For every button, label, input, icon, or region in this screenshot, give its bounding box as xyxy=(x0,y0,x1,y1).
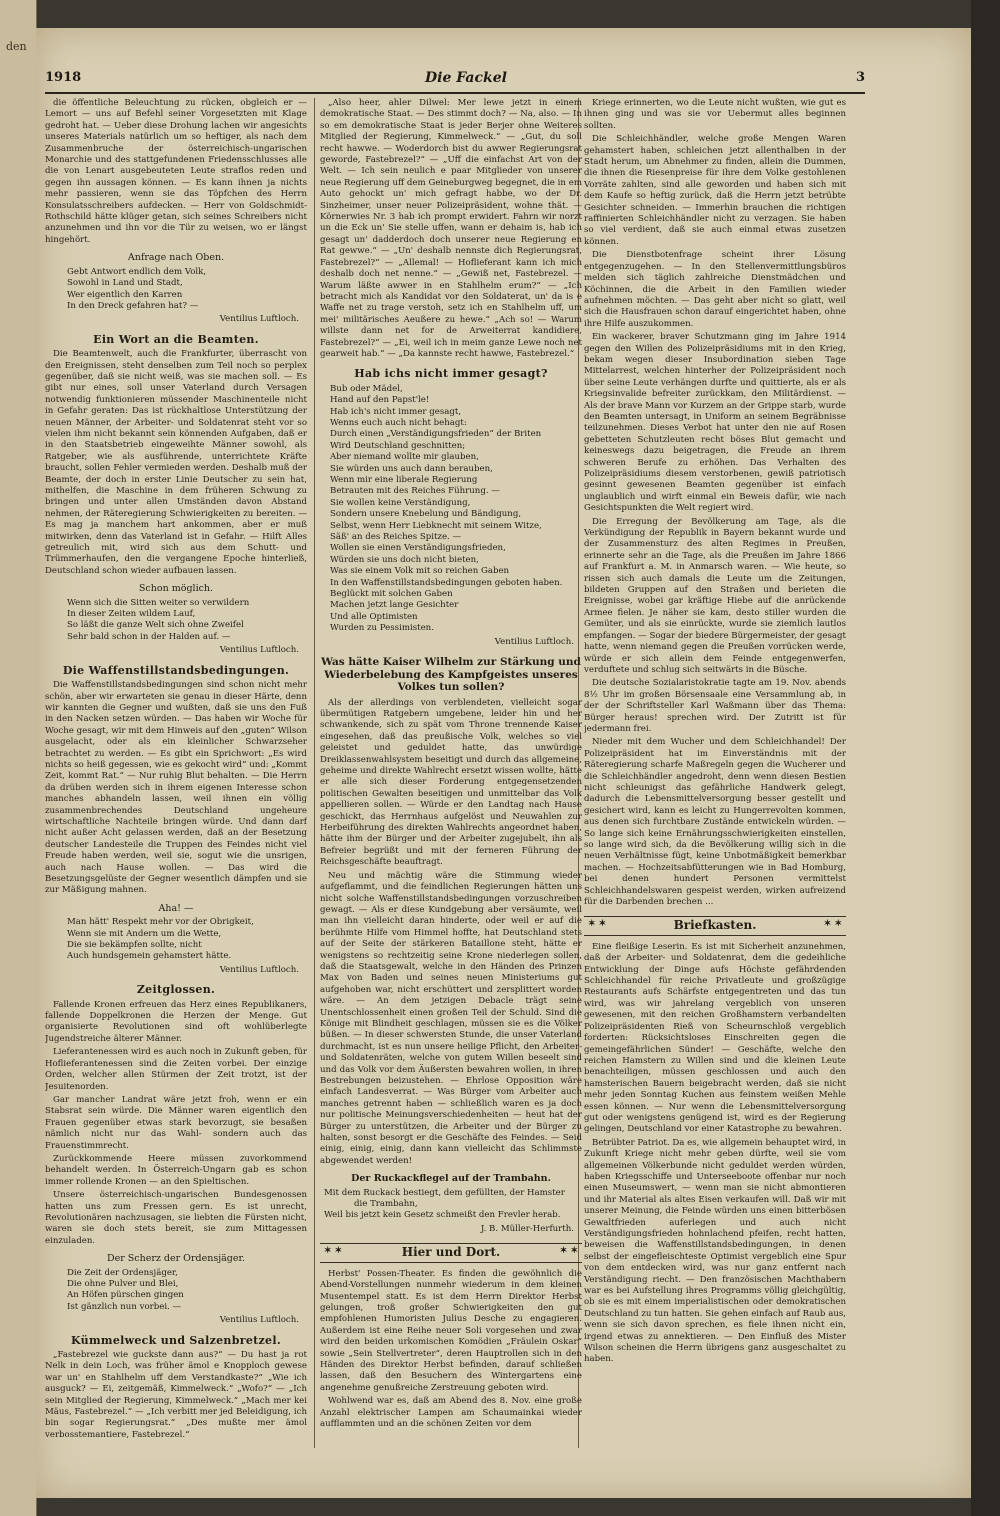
poem-signature: J. B. Müller-Herfurth. xyxy=(480,1223,574,1234)
poem-line: Die ohne Pulver und Blei, xyxy=(67,1279,179,1289)
star-ornament-icon: ✶ ✶ xyxy=(324,1246,343,1257)
poem-line: Wird Deutschland geschnitten; xyxy=(330,440,466,451)
poem-line: Wenns euch auch nicht behagt: xyxy=(330,417,467,428)
article-text: Fallende Kronen erfreuen das Herz eines Republikaners, fallende Doppelkronen die Herzen der Menge. Gut organisierte Revolutionen sind oft wohlüberlegte Jugendstreiche älterer Männer. xyxy=(45,999,307,1044)
adjacent-page-strip xyxy=(0,0,37,1516)
header-rule xyxy=(45,92,865,94)
poem-title: Der Ruckackflegel auf der Trambahn. xyxy=(351,1173,551,1185)
poem xyxy=(45,598,307,644)
poem-line: Betrauten mit des Reiches Führung. — xyxy=(330,486,500,497)
poem-line: Gebt Antwort endlich dem Volk, xyxy=(67,266,207,277)
poem-title: Der Scherz der Ordensjäger. xyxy=(106,1253,246,1265)
poem-line: Sondern unsere Knebelung und Bändigung, xyxy=(330,509,522,520)
header-year: 1918 xyxy=(45,70,82,85)
poem-line: Aber niemand wollte mir glauben, xyxy=(330,452,479,463)
column-divider xyxy=(314,98,315,1448)
column-middle xyxy=(320,98,582,1448)
poem-line: In dieser Zeiten wildem Lauf, xyxy=(67,609,196,620)
article-text: Nieder mit dem Wucher und dem Schleichhandel! Der Polizeipräsident hat im Einverständnis mit der Räteregierung scharfe Maßregeln gegen die Wucherer und die Schleichhändler angedroht, denn wenn diesen Bestien nicht schleunigst das gefährliche Handwerk gelegt, dadurch die Lebensmittelversorgung besser gestellt und gesichert wird, kann es leicht zu Hungerrevolten kommen, aus denen sich furchtbare Zustände entwickeln würden. — So lange sich keine Ernährungsschwierigkeiten einstellen, so lange wird sich, da die Bevölkerung willig sich in die neuen Verhältnisse fügt, keine Unbotmäßigkeit bemerkbar machen. — Hochzeitsabfütterungen wie in Bad Homburg, bei denen hundert Personen vermittelst Schleichhandelswaren gespeist werden, wirken aufreizend für die Darbenden brechen ... xyxy=(584,737,846,908)
poem-signature: Ventilius Luftloch. xyxy=(219,314,299,325)
article-text: Die Waffenstillstandsbedingungen sind schon nicht mehr schön, aber wir erwarteten sie genau in dieser Härte, denn wir kannten die Gegner und wußten, daß sie uns den Fuß in den Nacken setzen würden. — Das haben wir Woche für Woche gesagt, wir mit dem Hinweis auf den „guten“ Wilson ausgelacht, oder als ein kleinlicher Schwarzseher betrachtet zu werden. — Es gibt ein Sprichwort: „Es wird nichts so heiß gegessen, wie es gekocht wird“ und: „Kommt Zeit, kommt Rat.“ — Nur ruhig Blut behalten. — Die Herrn da drüben werden sich in ihrem eigenen Interesse schon manches abhandeln lassen, weil ihnen ein völlig zusammenbrechendes Deutschland ungeheure wirtschaftliche Nachteile bringen würde. Und dann darf nicht außer Acht gelassen werden, daß an der Besetzung deutscher Landesteile die Truppen des Feindes nicht viel Freude haben werden, weil sie, sogut wie die unsrigen, auch nach Hause wollen. — Das wird die Besetzungsgelüste der Gegner wesentlich dämpfen und sie zur Mäßigung mahnen. xyxy=(45,680,307,896)
article-text: Betrübter Patriot. Da es, wie allgemein behauptet wird, in Zukunft Kriege nicht mehr geben dürfte, weil sie vom allgemeinen Völkerbunde nicht geduldet werden würden, haben Kriegsschiffe und Unterseeboote offenbar nur noch einen Museumswert, — wenn man sie nicht abmontieren und ihr Material als altes Eisen verkaufen will. Daß wir mit unserer Meinung, die Feinde würden uns einen bitterbösen Gewaltfrieden auferlegen und auch nicht Verständigungsfrieden hohnlachend pfeifen, recht hatten, beweisen die Waffenstillstandsbedingungen, in denen selbst der eingefleischteste Optimist vergeblich eine Spur von dem entdecken wird, was nur ganz entfernt nach Verständigung riecht. — Den französischen Machthabern war es bei Aufstellung ihres Programms völlig gleichgültig, ob sie es mit einem imperialistischen oder demokratischen Deutschland zu tun hatten. Sie gehen einfach auf Raub aus, wenn sie sich davon sprechen, es fiele ihnen nicht ein, irgend etwas zu annektieren. — Den Einfluß des Mister Wilson scheinen die Herrn übrigens ganz ausgeschaltet zu haben. xyxy=(584,1137,846,1365)
poem xyxy=(320,1188,582,1222)
star-ornament-icon: ✶ ✶ xyxy=(559,1246,578,1257)
adjacent-page-text: den xyxy=(6,40,27,53)
article-text: Wohlwend war es, daß am Abend des 8. Nov. eine große Anzahl elektrischer Lampen am Schaumainkai wieder aufflammten und an die schönen Zeiten vor dem xyxy=(320,1396,582,1429)
article-text: Herbst' Possen-Theater. Es finden die gewöhnlich die Abend-Vorstellungen nunmehr wiederum in dem kleinen Musentempel statt. Es ist dem Herrn Direktor Herbst gelungen, troß großer Schwierigkeiten den gut empfohlenen Humoristen Julius Desche zu engagieren. Außerdem ist eine Reihe neuer Soli vorgesehen und zwar wird den beiden urkomischen Komödien „Fräulein Oskar“ sowie „Sein Stellvertreter“, deren Hauptrollen sich in den Händen des Direktor Herbst befinden, darauf schließen lassen, daß den Besuchern des Wintergartens eine angenehme genußreiche Zerstreuung geboten wird. xyxy=(320,1268,582,1393)
poem-line: Würden sie uns doch nicht bieten, xyxy=(330,554,479,565)
binding-edge xyxy=(971,0,1000,1516)
section-heading: Hier und Dort. xyxy=(401,1245,501,1260)
poem xyxy=(45,1268,307,1314)
section-heading-box xyxy=(584,916,846,935)
poem xyxy=(320,384,582,635)
article-text: Unsere österreichisch-ungarischen Bundesgenossen hatten uns zum Fressen gern. Es ist unrecht, Revolutionären nachzusagen, sie liebten die Fürsten nicht, waren sie doch stets bereit, sie zum Mittagessen einzuladen. xyxy=(45,1190,307,1246)
page-header xyxy=(45,70,865,92)
section-heading: Zeitglossen. xyxy=(136,983,216,997)
poem-line: An Höfen pürschen gingen xyxy=(67,1290,184,1301)
poem-line: Ist gänzlich nun vorbei. — xyxy=(67,1301,182,1312)
poem-title: Hab ichs nicht immer gesagt? xyxy=(354,367,548,381)
poem-line: Hand auf den Papst'le! xyxy=(330,395,430,406)
poem-line: Sehr bald schon in der Halden auf. — xyxy=(67,631,231,642)
poem-line: Durch einen „Verständigungsfrieden“ der Briten xyxy=(330,429,542,440)
poem-line: Sie würden uns auch dann berauben, xyxy=(330,463,493,474)
column-left xyxy=(45,98,307,1448)
article-text: Die Dienstbotenfrage scheint ihrer Lösung entgegenzugehen. — In den Stellenvermittlungsbüros melden sich täglich zahlreiche Dienstmädchen und Köchinnen, die die Arbeit in den Familien wieder aufnehmen möchten. — Das geht aber nicht so glatt, weil sich die Hausfrauen schon darauf eingerichtet haben, ohne ihre Hilfe auszukommen. xyxy=(584,250,846,329)
article-text: die öffentliche Beleuchtung zu rücken, obgleich er — Lemort — uns auf Befehl seiner Vorgesetzten mit Klage gedroht hat. — Ueber diese Drohung lachen wir angesichts unseres Materials natürlich um so heftiger, als nach dem Zusammenbruche der österreichisch-ungarischen Monarchie und des stattgefundenen Friedensschlusses alle die von Lenart ausgebeuteten Leute straflos reden und gegen ihn aussagen können. — Es kann ihnen ja nichts mehr passieren, wenn sie das Töpfchen des Herrn Konsulatsschreibers aufdecken. — Herr von Goldschmidt-Rothschild hätte klüger getan, sich seines Schreibers nicht anzunehmen und ihn vor die Tür zu weisen, wo er längst hingehört. xyxy=(45,98,307,245)
poem-line: Wenn mir eine liberale Regierung xyxy=(330,475,478,485)
section-heading: Was hätte Kaiser Wilhelm zur Stärkung und Wiederbelebung des Kampfgeistes unseres Volkes tun sollen? xyxy=(321,656,581,694)
column-right xyxy=(584,98,846,1448)
article-text: Die Erregung der Bevölkerung am Tage, als die Verkündigung der Republik in Bayern bekannt wurde und der Zusammensturz des alten Regimes in Preußen, erinnerte sehr an die Tage, als die Preußen im Jahre 1866 auf Frankfurt a. M. in Anmarsch waren. — Wie heute, so rissen sich auch damals die Leute um die Zeitungen, bildeten Gruppen auf den Straßen und berieten die Ereignisse, wobei gar kräftige Hiebe auf die anrückende Armee fielen. Je näher sie kam, desto stiller wurden die Gemüter, und als sie einrückte, wurde sie ziemlich lautlos empfangen. — Sogar der biedere Bürgermeister, der gesagt hatte, wenn niemand gegen die Preußen vorrücken werde, würde er sich allein dem Feinde entgegenwerfen, verduftete und schlug sich seitwärts in die Büsche. xyxy=(584,516,846,675)
poem-line: Wollen sie einen Verständigungsfrieden, xyxy=(330,543,506,554)
poem-line: Sowohl in Land und Stadt, xyxy=(67,278,183,289)
article-text: „Also heer, ahler Dilwel: Mer lewe jetzt in einem demokratische Staat. — Des stimmt doch? — Na, also. — In so em demokratische Staat is jeder Berjer ohne Weiteres Mitglied der Regierung, Kimmelweck.“ — „Gut, du soll recht hawwe. — Woderdorch bist du awwer Regierungsrat geworde, Fastebrezel?“ — „Uff die einfachst Art von der Welt. — Ich sein neulich e paar Mitglieder von unserer neue Regierung uff dem Geineburgweg begegnet, die in em Auto gehockt un' mich gefragt habbe, wo der Dr. Sinzheimer, unser neuer Polizeipräsident, wohne thät. — Körnerwies Nr. 3 hab ich prompt erwidert. Fahrn wir norzt un die Eck un' Sie stelle uffen, wann er dehaim is, hab ich gesagt un' dadderdoch doch unserer neue Regierung en Rat gewwe.“ — „Un' deshalb nennste dich Regierungsrat, Fastebrezel?“ — „Allemal! — Hoflieferant kann ich mich deshalb doch net nenne.“ — „Gewiß net, Fastebrezel. — Warum läßte awwer in en Stahlhelm erum?“ — „Ich betracht mich als Kandidat vor den Soldaterat, un' da is e Waffe net zu trage verstoh, setz ich en Stahlhelm uff, um mei' militärisches Aeußere zu hewe.“ „Ach so! — Warum willste dann net for de Arweiterrat kandidiere, Fastebrezel?“ — „Ei, weil ich in meim ganze Lewe noch net gearweit hab.“ — „Da kannste recht hawwe, Fastebrezel.“ xyxy=(320,98,582,359)
section-heading: Kümmelweck und Salzenbretzel. xyxy=(71,1333,281,1347)
article-text: Ein wackerer, braver Schutzmann ging im Jahre 1914 gegen den Willen des Polizeipräsidiums mit in den Krieg, bekam wegen dieser Insubordination sieben Tage Mittelarrest, welchen hinterher der Polizeipräsident noch über seine Leute verhängen durfte und quittierte, als er als Kriegsinvalide befreiter zurückkam, den Militärdienst. — Als der brave Mann vor Kurzem an der Grippe starb, wurde den Beamten untersagt, in Uniform an seinem Begräbnisse teilzunehmen. Dieses Verbot hat unter den nie auf Rosen gebetteten Schutzleuten recht böses Blut gemacht und keineswegs dazu beigetragen, die Freude an ihrem schweren Berufe zu erhöhen. Das Verhalten des Polizeipräsidiums diesem verstorbenen, gewiß patriotisch gesinnt gewesenen Beamten gegenüber ist einfach unglaublich und wirft einmal ein Beweis dafür, wie nach Gesichtspunkten die Welt regiert wird. xyxy=(584,332,846,514)
article-text: Die Beamtenwelt, auch die Frankfurter, überrascht von den Ereignissen, steht denselben zum Teil noch so perplex gegenüber, daß sie nicht weiß, was sie machen soll. — Es gibt nur eines, soll unser Vaterland durch Versagen notwendig funktionieren müssender Maschinenteile nicht in Gefahr geraten: Das ist rückhaltlose Unterstützung der neuen Männer, der Arbeiter- und Soldatenrat steht vor so vielen ihm nicht bekannt sein könnenden Aufgaben, daß er in den Staatsbetrieb eingeweihte Männer sowohl, als Ratgeber, wie als ausführende, unterrichtete Kräfte braucht, sollen Fehler vermieden werden. Deshalb muß der Beamte, der doch in erster Linie Deutscher zu sein hat, mithelfen, die Maschine in dem früheren Schwung zu bringen und unter allen Umständen davon Abstand nehmen, der Räteregierung Schwierigkeiten zu bereiten. — Es mag ja manchem hart ankommen, aber er muß mitwirken, denn das Vaterland ist in Gefahr. — Hilft Alles getreulich mit, wird sich aus dem Schutt- und Trümmerhaufen, den die vergangene Epoche hinterließ, Deutschland schon wieder aufbauen lassen. xyxy=(45,349,307,576)
poem-line: Weil bis jetzt kein Gesetz schmeißt den Frevler herab. xyxy=(324,1210,561,1221)
poem-line: Bub oder Mädel, xyxy=(330,383,403,394)
poem-signature: Ventilius Luftloch. xyxy=(219,1315,299,1326)
article-text: Gar mancher Landrat wäre jetzt froh, wenn er ein Stabsrat sein würde. Die Männer waren eigentlich den Frauen gegenüber etwas stark bevorzugt, sie besaßen nämlich nicht nur das Wahl- sondern auch das Frauenstimmrecht. xyxy=(45,1094,307,1151)
poem-line: Was sie einem Volk mit so reichen Gaben xyxy=(330,566,510,577)
star-ornament-icon: ✶ ✶ xyxy=(588,919,607,930)
header-page-number: 3 xyxy=(855,70,865,85)
poem xyxy=(45,267,307,313)
section-heading-box xyxy=(320,1243,582,1262)
poem-line: Die sie bekämpfen sollte, nicht xyxy=(67,940,202,951)
star-ornament-icon: ✶ ✶ xyxy=(823,919,842,930)
poem-line: In den Dreck gefahren hat? — xyxy=(67,300,199,311)
poem-line: So läßt die ganze Welt sich ohne Zweifel xyxy=(67,620,244,631)
article-text: Die deutsche Sozialaristokratie tagte am 19. Nov. abends 8½ Uhr im großen Börsensaale eine Versammlung ab, in der der Schriftsteller Karl Waßmann über das Thema: Bürger heraus! sprechen wird. Der Zutritt ist für jedermann frei. xyxy=(584,678,846,734)
poem-line: Wurden zu Pessimisten. xyxy=(330,623,434,634)
article-text: Neu und mächtig wäre die Stimmung wieder aufgeflammt, und die feindlichen Regierungen hätten uns nicht solche Waffenstillstandsbedingungen vorzuschreiben gewagt. — Als er diese Kundgebung aber versäumte, weil man ihn vielleicht daran hinderte, oder weil er auf die berühmte Hilfe vom Himmel hoffte, hat Deutschland stets auf der Seite der stärkeren Bataillone steht, hätte er wenigstens so rechtzeitig seine Krone niederlegen sollen, daß die Staatsgewalt, welche in den Händen des Prinzen Max von Baden und seines neuen Ministeriums gut aufgehoben war, nicht erschüttert und zersplittert worden wäre. — An dem jetzigen Debacle trägt seine Unentschlossenheit einen großen Teil der Schuld. Sind die Könige mit Blindheit geschlagen, müssen sie es die Völker büßen. — In dieser schwersten Stunde, die unser Vaterland durchmacht, ist es nun unsere heilige Pflicht, den Arbeiter- und Soldatenräten, welche von gutem Willen beseelt sind und das Volk vor dem Äußersten bewahren wollen, in ihren Bestrebungen beizustehen. — Ehrlose Opposition wäre einfach Landesverrat. — Was Bürger vom Arbeiter auch manches getrennt haben — schließlich waren es ja doch nur politische Meinungsverschiedenheiten — heut hat der Bürger zu unterstützen, die Arbeiter und der Bürger zu halten, sonst besorgt er die Geschäfte des Feindes. — Seid einig, einig, einig, dann kann vielleicht das Schlimmste abgewendet werden! xyxy=(320,870,582,1166)
poem-line: Sie wollen keine Verständigung, xyxy=(330,497,471,508)
header-title: Die Fackel xyxy=(425,70,507,86)
article-text: „Fastebrezel wie guckste dann aus?“ — Du hast ja rot Nelk in dein Loch, was früher ämol e Knopploch gewese war un' en Stahlhelm uff dem Verstandkaste?“ „Wie ich ausguck? — Ei, zeitgemäß, Kimmelweck.“ „Wofo?“ — „Ich sein Mitglied der Regierung, Kimmelweck.“ „Mach mer kei Mäus, Fastebrezel.“ — „Ich verbitt mer jed Beleidigung, ich bin sogar Regierungsrat.“ „Des mußte mer ämol verbosstemantiere, Fastebrezel.“ xyxy=(45,1350,307,1440)
poem-line: Und alle Optimisten xyxy=(330,611,418,622)
poem-line: Die Zeit der Ordensjäger, xyxy=(67,1267,178,1278)
poem-line: Wenn sie mit Andern um die Wette, xyxy=(67,928,222,939)
poem-line: Mit dem Ruckack bestiegt, dem gefüllten, der Hamster xyxy=(324,1187,565,1198)
poem-line: Säß' an des Reiches Spitze. — xyxy=(330,532,462,543)
article-text: Kriege erinnerten, wo die Leute nicht wußten, wie gut es ihnen ging und was sie vor Uebermut alles beginnen sollten. xyxy=(584,98,846,131)
poem-line: Hab ich's nicht immer gesagt, xyxy=(330,406,462,417)
poem-title: Schon möglich. xyxy=(138,583,214,595)
poem-line: die Trambahn, xyxy=(354,1199,418,1210)
poem-signature: Ventilius Luftloch. xyxy=(219,964,299,975)
poem-line: In den Waffenstillstandsbedingungen geboten haben. xyxy=(330,577,563,588)
article-text: Die Schleichhändler, welche große Mengen Waren gehamstert haben, schleichen jetzt allenthalben in der Stadt herum, um Abnehmer zu finden, allein die Dummen, die ihnen die Riesenpreise für ihre dem Volke gestohlenen Vorräte zahlten, sind alle geworden und haben sich mit dem Kaufe so heftig zurück, daß die Herrn jetzt betrübte Gesichter schneiden. — Immerhin brauchen die richtigen raffinierten Schleichhändler nicht zu verzagen. Sie haben so viel verdient, daß sie auch einmal etwas zusetzen können. xyxy=(584,134,846,247)
poem-signature: Ventilius Luftloch. xyxy=(494,636,574,647)
poem-line: Wenn sich die Sitten weiter so verwildern xyxy=(67,597,250,608)
poem-signature: Ventilius Luftloch. xyxy=(219,645,299,656)
section-heading: Ein Wort an die Beamten. xyxy=(93,332,259,346)
poem-line: Selbst, wenn Herr Liebknecht mit seinem Witze, xyxy=(330,520,542,531)
poem-line: Beglückt mit solchen Gaben xyxy=(330,589,453,600)
section-heading: Briefkasten. xyxy=(673,918,757,933)
article-text: Lieferantenessen wird es auch noch in Zukunft geben, für Hoflieferantenessen sind die Zeiten vorbei. Der einzige Orden, welcher allen Stürmen der Zeit trotzt, ist der Jesuitenorden. xyxy=(45,1047,307,1092)
poem-title: Anfrage nach Oben. xyxy=(127,252,225,264)
article-text: Zurückkommende Heere müssen zuvorkommend behandelt werden. In Österreich-Ungarn gab es schon immer rollende Kronen — an den Spieltischen. xyxy=(45,1153,307,1187)
poem-line: Wer eigentlich den Karren xyxy=(67,289,183,300)
poem-line: Man hätt' Respekt mehr vor der Obrigkeit, xyxy=(67,917,254,928)
article-text: Als der allerdings von verblendeten, vielleicht sogar übermütigen Ratgebern umgebene, leider hin und her schwankende, sich zu spät vom Throne trennende Kaiser eingesehen, daß das preußische Volk, welches so viel geleistet und geduldet hatte, das unwürdige Dreiklassenwahlsystem beseitigt und durch das allgemeine, geheime und direkte Wahlrecht ersetzt wissen wollte, hätte er alle sich dieser Forderung entgegensetzenden politischen Gewalten beseitigen und unmittelbar das Volk appellieren sollen. — Würde er den Landtag nach Hause geschickt, das Herrnhaus aufgelöst und Neuwahlen zur Herbeiführung des direkten Wahlrechts angeordnet haben, hätte ihm der Bürger und der Arbeiter zugejubelt, ihn als Befreier begrüßt und mit der ferneren Führung der Reichsgeschäfte beauftragt. xyxy=(320,697,582,868)
poem-line: Machen jetzt lange Gesichter xyxy=(330,600,459,611)
poem-line: Auch hundsgemein gehamstert hätte. xyxy=(67,951,232,962)
article-text: Eine fleißige Leserin. Es ist mit Sicherheit anzunehmen, daß der Arbeiter- und Soldatenrat, dem die gedeihliche Entwicklung der Dinge aufs Höchste gefährdenden Schleichhandel für reiche Privatleute und großzügige Restaurants aufs Schärfste entgegentreten und das tun wird, was wir jahrelang vergeblich von unseren gewesenen, mit den reichen Großhamstern verbandelten Polizeipräsidenten Rieß von Scheurnschloß vergeblich forderten: Rücksichtsloses Einschreiten gegen die gemeingefährlichen Sünder! — Geschäfte, welche den reichen Hamstern zu Willen sind und die kleinen Leute benachteiligen, müssen geschlossen und auch den hamsterischen Bauern beigebracht werden, daß sie nicht mehr jeden Sonntag Kuchen aus feinstem weißen Mehle essen können. — Nur wenn die Lebensmittelversorgung gut oder wenigstens genügend ist, wird es der Regierung gelingen, Deutschland vor einer Katastrophe zu bewahren. xyxy=(584,941,846,1135)
poem-title: Aha! — xyxy=(158,902,194,914)
poem xyxy=(45,917,307,963)
section-heading: Die Waffenstillstandsbedingungen. xyxy=(62,663,290,677)
